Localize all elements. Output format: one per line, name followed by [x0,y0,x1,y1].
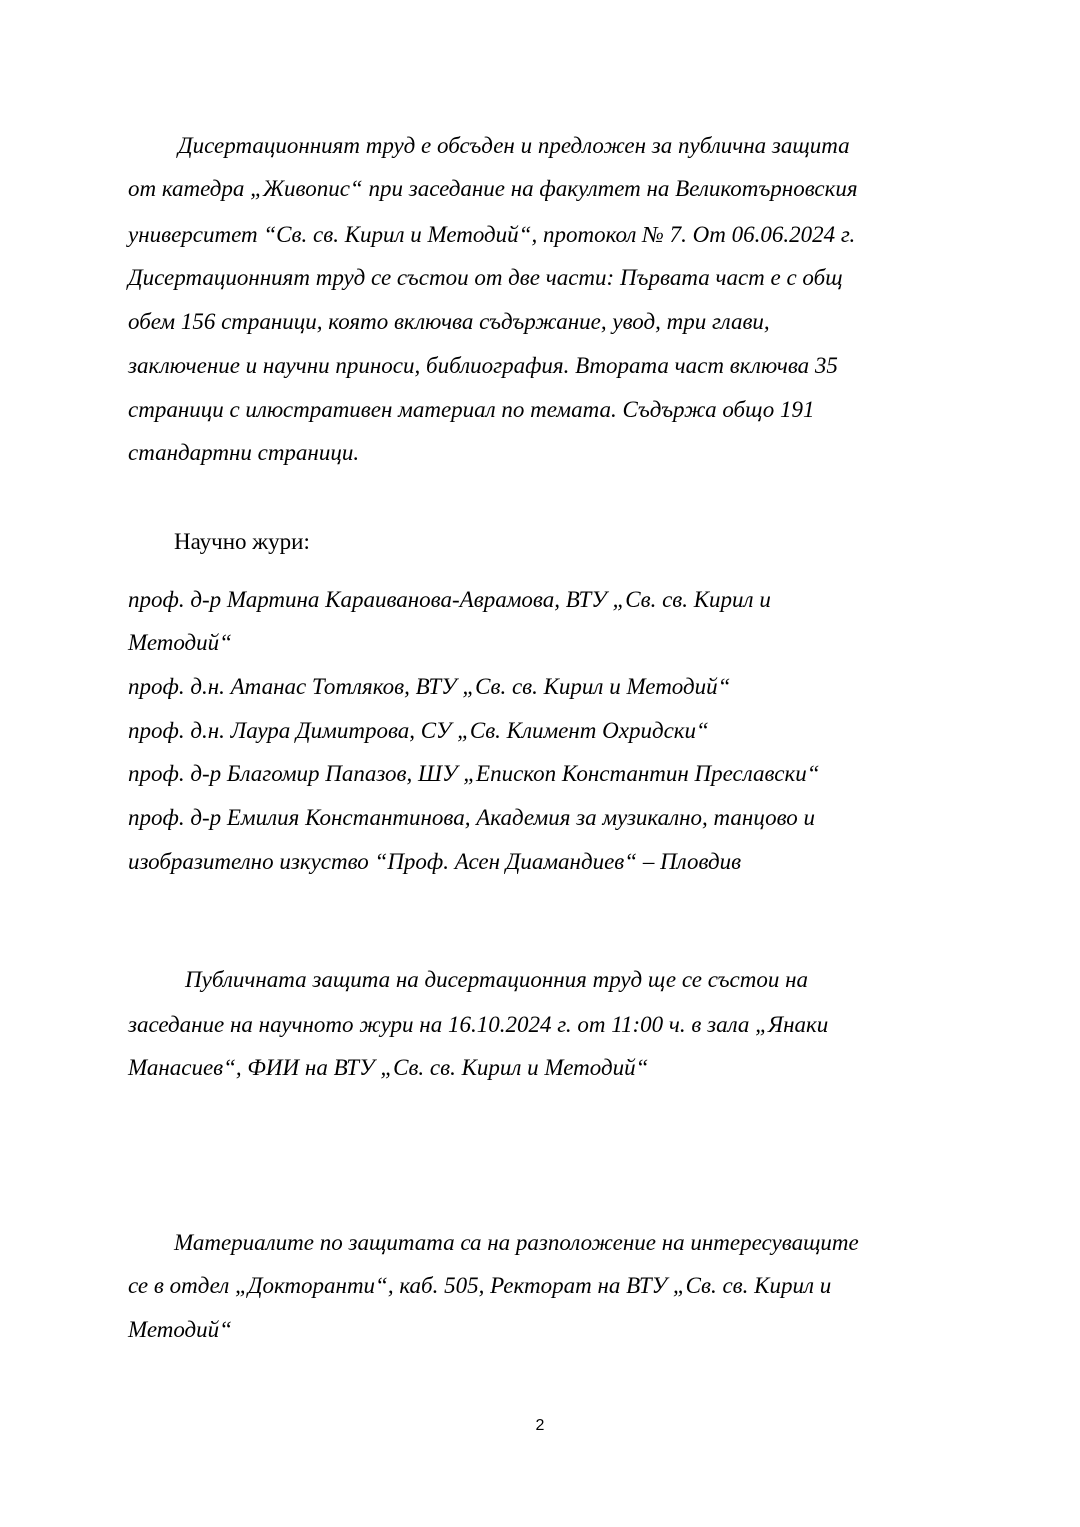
jury-member: проф. д.н. Лаура Димитрова, СУ „Св. Климент Охридски“ [128,718,709,743]
intro-line: стандартни страници. [128,440,360,465]
jury-heading: Научно жури: [174,529,310,554]
materials-line: Методий“ [128,1317,232,1342]
jury-member: Методий“ [128,630,232,655]
intro-line: страници с илюстративен материал по темата. Съдържа общо 191 [128,397,815,422]
intro-line: заключение и научни приноси, библиография. Втората част включва 35 [128,353,838,378]
jury-member: проф. д-р Емилия Константинова, Академия за музикално, танцово и [128,805,816,830]
intro-line: Дисертационният труд се състои от две части: Първата част е с общ [128,265,843,290]
jury-member: изобразително изкуство “Проф. Асен Диамандиев“ – Пловдив [128,849,742,874]
defense-line: заседание на научното жури на 16.10.2024 г. от 11:00 ч. в зала „Янаки [128,1012,829,1037]
jury-member: проф. д-р Мартина Караиванова-Аврамова, ВТУ „Св. св. Кирил и [128,587,771,612]
materials-line: Материалите по защитата са на разположение на интересуващите [174,1230,859,1255]
page-number: 2 [535,1417,545,1434]
jury-member: проф. д-р Благомир Папазов, ШУ „Епископ Константин Преславски“ [128,761,820,786]
intro-line: от катедра „Живопис“ при заседание на факултет на Великотърновския [128,176,858,201]
intro-line: Дисертационният труд е обсъден и предложен за публична защита [178,133,850,158]
jury-member: проф. д.н. Атанас Тотляков, ВТУ „Св. св. Кирил и Методий“ [128,674,731,699]
intro-line: университет “Св. св. Кирил и Методий“, протокол № 7. От 06.06.2024 г. [128,222,856,247]
defense-line: Публичната защита на дисертационния труд ще се състои на [185,967,809,992]
materials-line: се в отдел „Докторанти“, каб. 505, Ректорат на ВТУ „Св. св. Кирил и [128,1273,832,1298]
defense-line: Манасиев“, ФИИ на ВТУ „Св. св. Кирил и Методий“ [128,1055,649,1080]
intro-line: обем 156 страници, която включва съдържание, увод, три глави, [128,309,770,334]
